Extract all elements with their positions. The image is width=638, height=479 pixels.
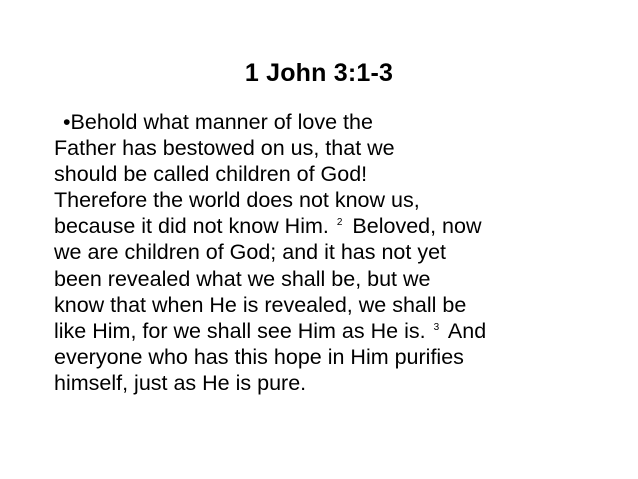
text-segment: because it did not know Him. xyxy=(54,214,329,239)
text-line: Father has bestowed on us, that we xyxy=(54,136,395,161)
text-segment: Beloved, now xyxy=(352,214,482,239)
text-line xyxy=(54,318,624,344)
slide-title: 1 John 3:1-3 xyxy=(244,59,394,87)
verse-number: 2 xyxy=(336,217,343,229)
text-line: should be called children of God! xyxy=(54,162,368,187)
scripture-text xyxy=(54,109,624,396)
bullet-icon: • xyxy=(63,110,71,134)
text-line: we are children of God; and it has not yet xyxy=(54,240,447,265)
text-line xyxy=(54,109,624,135)
text-line xyxy=(54,213,624,239)
verse-number: 3 xyxy=(433,321,440,333)
text-line: been revealed what we shall be, but we xyxy=(54,266,431,291)
text-line: himself, just as He is pure. xyxy=(54,370,307,395)
text-line: Therefore the world does not know us, xyxy=(54,188,420,213)
text-line: everyone who has this hope in Him purifies xyxy=(54,344,464,369)
text-segment: And xyxy=(447,318,487,343)
text-line-content: Behold what manner of love the xyxy=(70,110,373,134)
text-segment: like Him, for we shall see Him as He is. xyxy=(54,318,426,343)
text-line: know that when He is revealed, we shall be xyxy=(54,292,467,317)
